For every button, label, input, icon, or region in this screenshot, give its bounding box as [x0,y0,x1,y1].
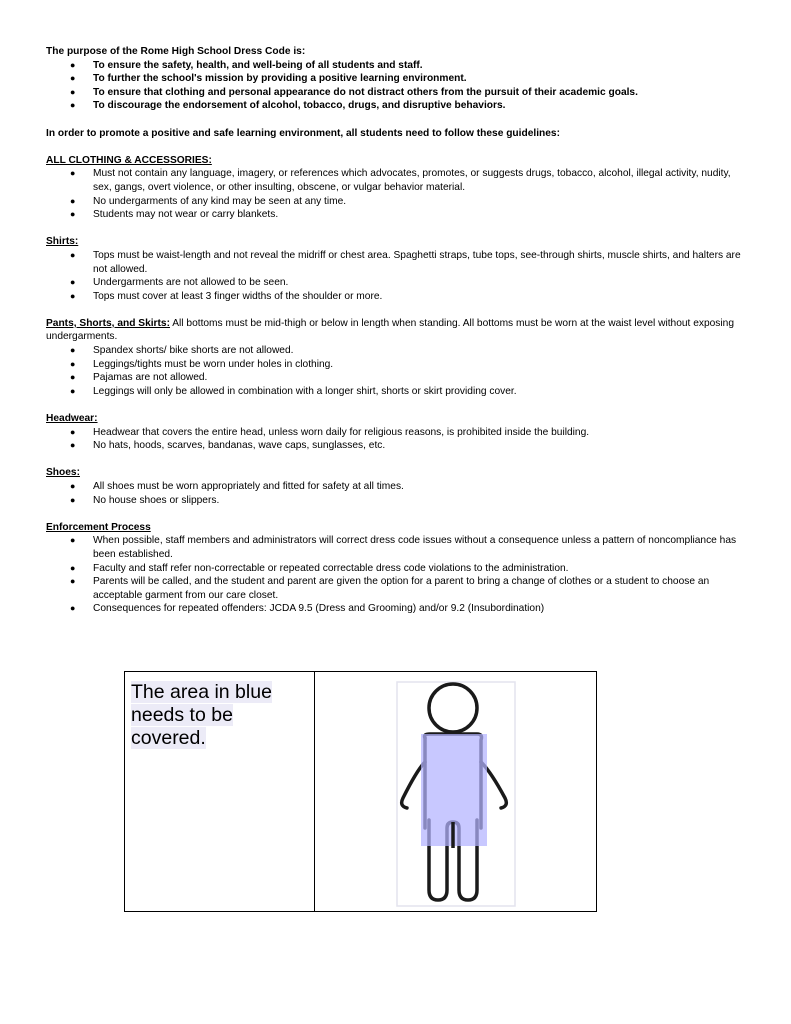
bullet-icon: ● [70,209,76,220]
bullet-icon: ● [70,440,76,451]
intro-text: In order to promote a positive and safe learning environment, all students need to follow these guidelines: [46,127,560,139]
list-item-text: Leggings will only be allowed in combination with a longer shirt, shorts or skirt providing cover. [93,385,517,397]
enforcement-heading: Enforcement Process [46,521,151,533]
bullet-icon: ● [70,195,76,206]
bullet-icon: ● [70,100,76,111]
bullet-icon: ● [70,277,76,288]
list-item-text: Faculty and staff refer non-correctable or repeated correctable dress code violations to the administration. [93,562,569,574]
bullet-icon: ● [70,385,76,396]
list-item [46,385,746,399]
bullet-icon: ● [70,481,76,491]
bullet-icon: ● [70,168,76,179]
stick-figure-diagram [395,680,517,908]
list-item-text: To discourage the endorsement of alcohol, tobacco, drugs, and disruptive behaviors. [93,100,506,112]
bullet-icon: ● [70,494,76,505]
list-item [46,86,746,100]
bullet-icon: ● [70,576,76,587]
list-item-text: Parents will be called, and the student and parent are given the option for a parent to bring a change of clothes or a student to choose an acceptable garment from our care closet. [93,576,710,601]
bullet-icon: ● [70,535,76,546]
bullet-icon: ● [70,290,76,301]
list-item [46,358,746,372]
figure-caption: The area in blue needs to be covered. [131,681,272,749]
list-item-text: No house shoes or slippers. [93,494,220,506]
list-item [46,494,746,508]
headwear-heading: Headwear: [46,413,98,425]
list-item [46,195,746,209]
list-item-text: Undergarments are not allowed to be seen. [93,277,289,289]
list-item-text: No hats, hoods, scarves, bandanas, wave caps, sunglasses, etc. [93,440,386,452]
bullet-icon: ● [70,73,76,84]
bullet-icon: ● [70,249,76,260]
list-item [46,426,746,440]
bullet-icon: ● [70,59,76,70]
pants-paragraph [46,317,746,344]
list-item-text: Consequences for repeated offenders: JCDA 9.5 (Dress and Grooming) and/or 9.2 (Insubordination) [93,603,545,615]
caption-cell [125,672,315,911]
bullet-icon: ● [70,86,76,97]
list-item-text: No undergarments of any kind may be seen at any time. [93,195,347,207]
list-item [46,167,746,194]
list-item [46,290,746,304]
list-item [46,480,746,494]
list-item-text: To ensure the safety, health, and well-being of all students and staff. [93,59,423,71]
list-item [46,575,746,602]
enforcement-list [46,534,746,616]
clothing-heading: ALL CLOTHING & ACCESSORIES: [46,154,212,166]
list-item [46,344,746,358]
list-item [46,276,746,290]
list-item-text: Tops must be waist-length and not reveal the midriff or chest area. Spaghetti straps, tube tops, see-through shirts, muscle shirts, and halters are not allowed. [93,249,741,275]
figure-cell [315,672,596,911]
purpose-title: The purpose of the Rome High School Dress Code is: [46,46,306,57]
list-item [46,371,746,385]
list-item-text: Pajamas are not allowed. [93,372,208,384]
list-item-text: Must not contain any language, imagery, or references which advocates, promotes, or suggests drugs, tobacco, alcohol, illegal activity, nudity, sex, gangs, overt violence, or other insulting, obscene, or vulgar behavior material. [93,168,731,193]
list-item [46,59,746,73]
list-item-text: When possible, staff members and administrators will correct dress code issues without a consequence unless a pattern of noncompliance has been established. [93,535,737,560]
list-item-text: Students may not wear or carry blankets. [93,209,279,221]
bullet-icon: ● [70,358,76,369]
pants-list [46,344,746,398]
list-item [46,72,746,86]
shoes-list [46,480,746,507]
shirts-list [46,249,746,303]
list-item [46,249,746,276]
list-item-text: Tops must cover at least 3 finger widths of the shoulder or more. [93,290,383,302]
list-item [46,439,746,453]
shoes-heading: Shoes: [46,467,80,479]
bullet-icon: ● [70,426,76,437]
list-item [46,602,746,616]
list-item [46,534,746,561]
bullet-icon: ● [70,562,76,573]
shirts-heading: Shirts: [46,236,79,248]
list-item [46,208,746,222]
list-item [46,99,746,113]
list-item-text: All shoes must be worn appropriately and fitted for safety at all times. [93,481,404,492]
list-item-text: Headwear that covers the entire head, unless worn daily for religious reasons, is prohibited inside the building. [93,426,590,438]
bullet-icon: ● [70,372,76,383]
list-item-text: Leggings/tights must be worn under holes in clothing. [93,358,334,370]
pants-heading: Pants, Shorts, and Skirts: [46,317,170,329]
list-item [46,562,746,576]
bullet-icon: ● [70,603,76,614]
list-item-text: To ensure that clothing and personal appearance do not distract others from the pursuit of their academic goals. [93,86,638,98]
bullet-icon: ● [70,345,76,356]
dress-code-document [46,45,746,616]
list-item-text: To further the school's mission by providing a positive learning environment. [93,73,467,85]
figure-head [429,684,477,732]
pants-text: All bottoms must be mid-thigh or below in length when standing. All bottoms must be worn at the waist level without exposing undergarments. [46,317,734,343]
headwear-list [46,426,746,453]
list-item-text: Spandex shorts/ bike shorts are not allowed. [93,345,294,357]
clothing-list [46,167,746,221]
coverage-figure-table [124,671,597,912]
purpose-list [46,59,746,113]
